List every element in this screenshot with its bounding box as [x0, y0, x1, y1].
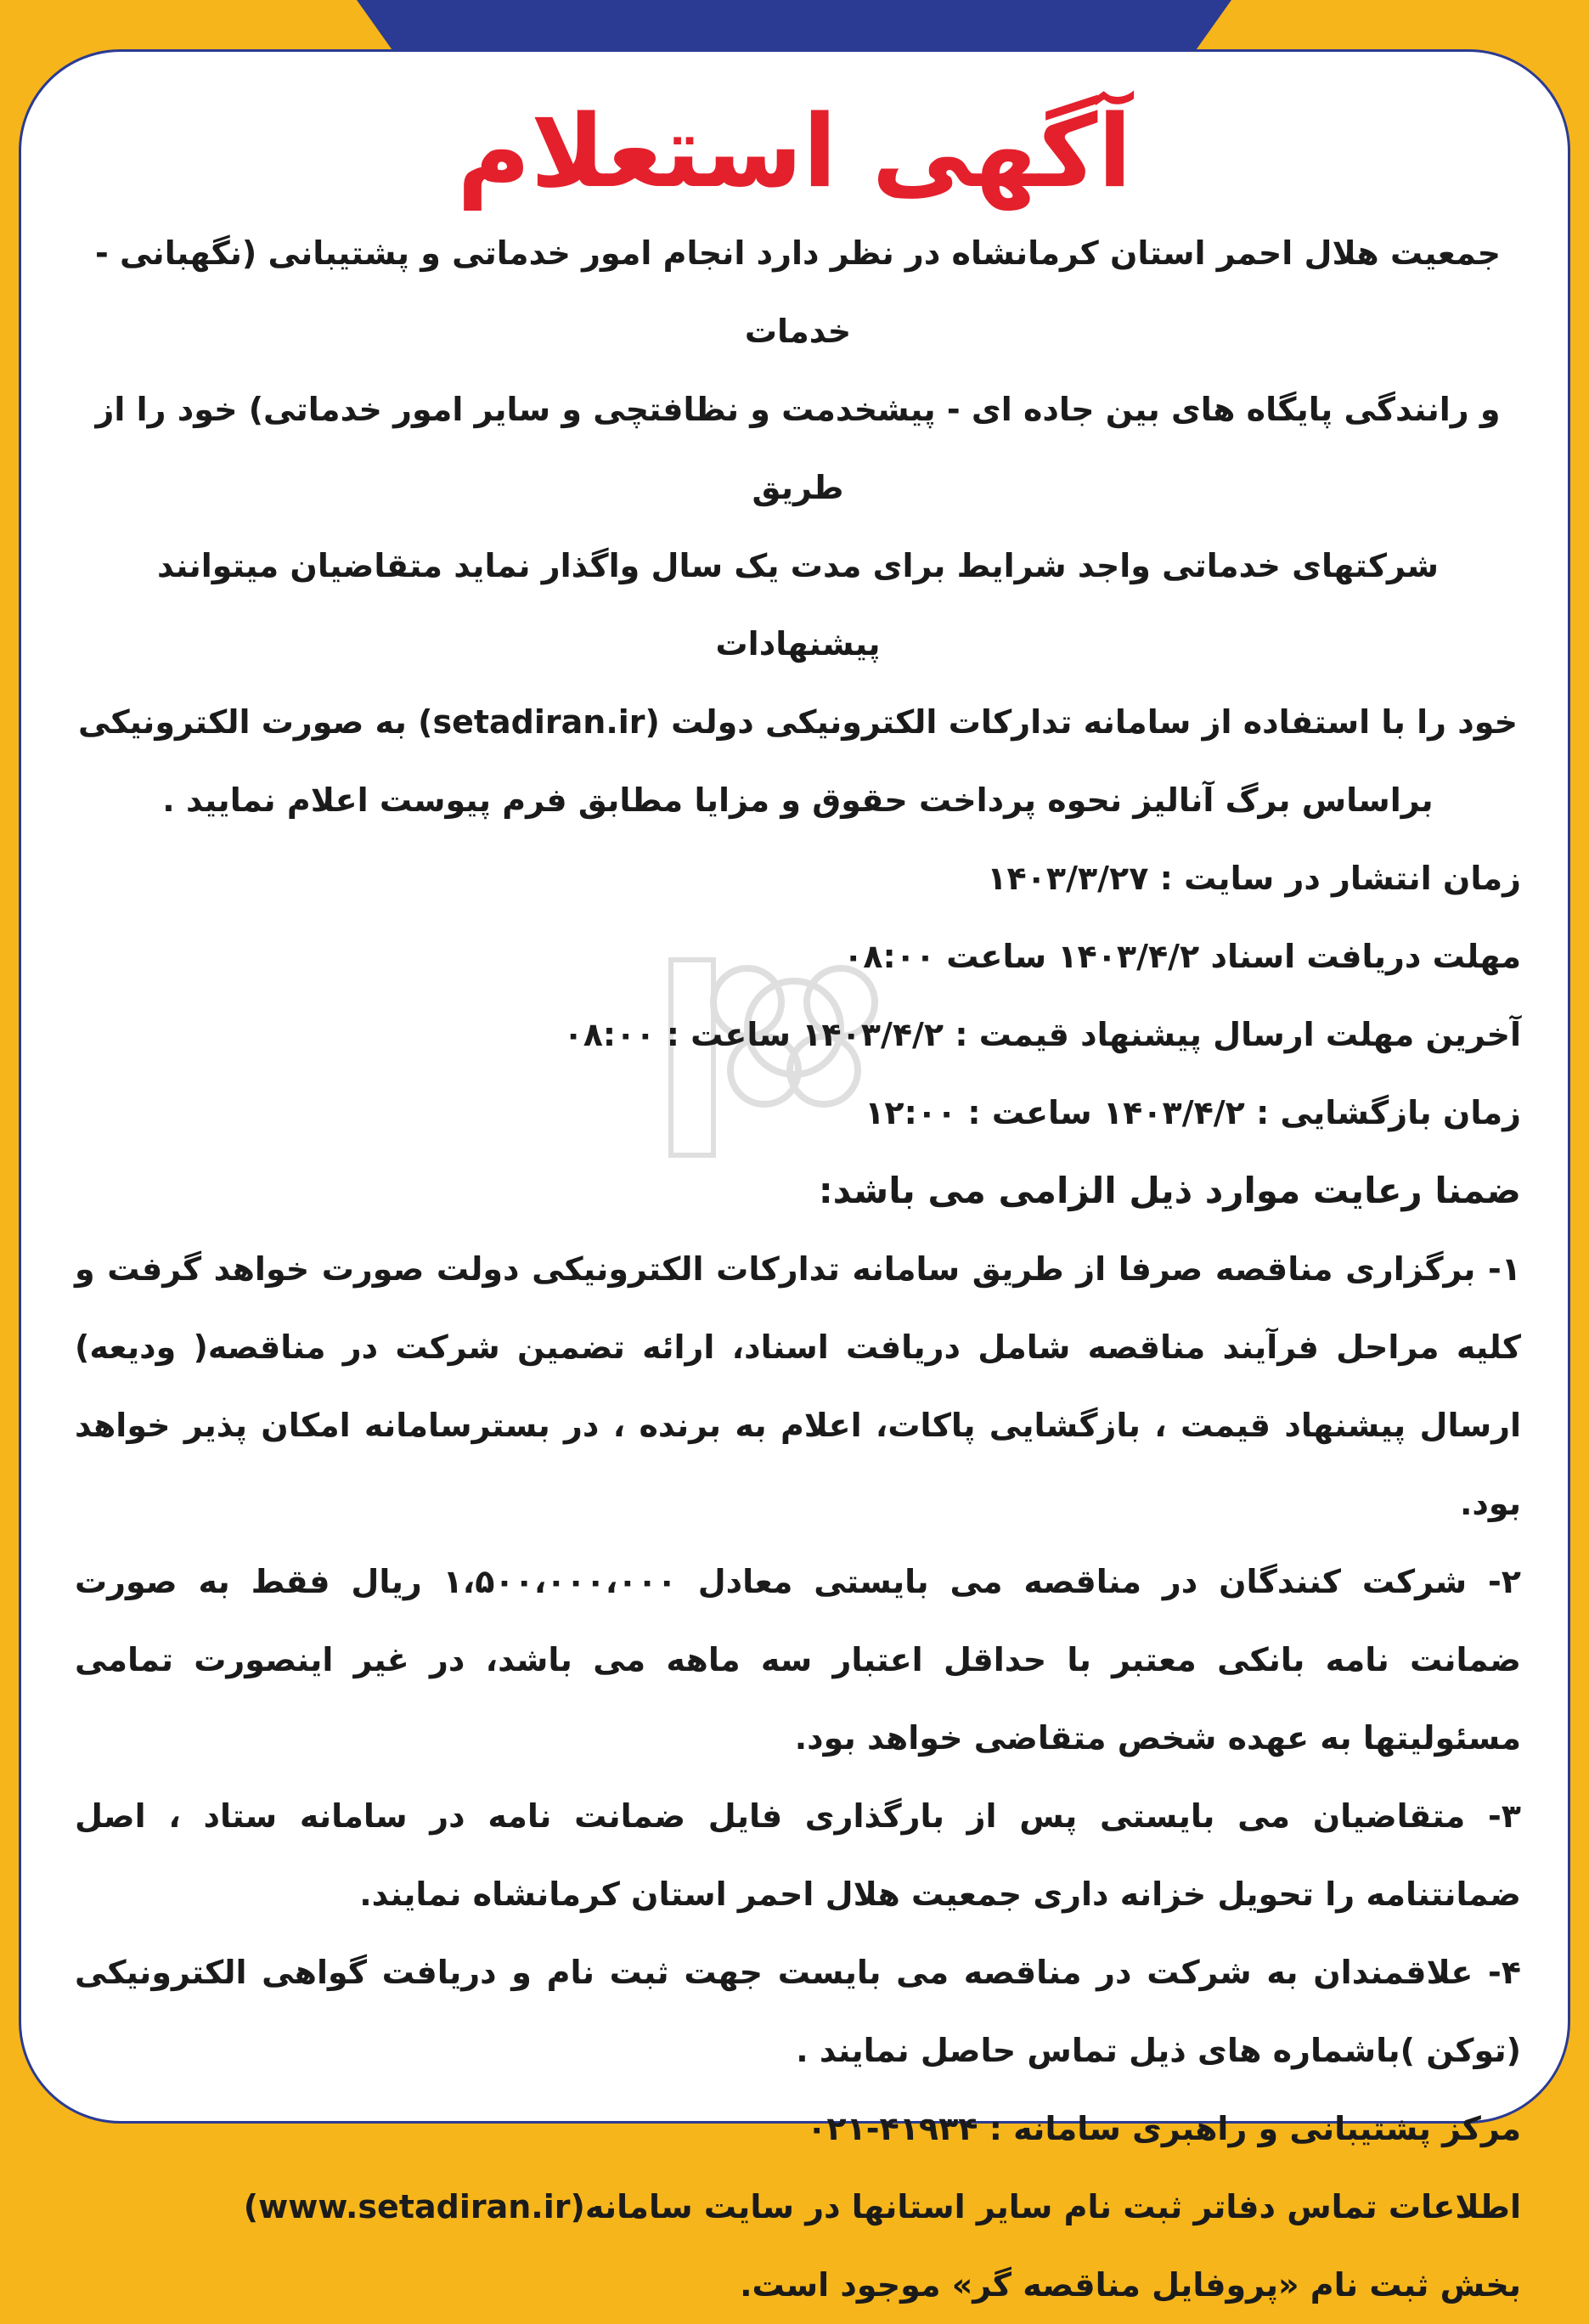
- notice-title: آگهی استعلام: [457, 93, 1132, 210]
- publish-date: زمان انتشار در سایت : ۱۴۰۳/۳/۲۷: [987, 860, 1521, 897]
- intro-line: جمعیت هلال احمر استان کرمانشاه در نظر دارد انجام امور خدماتی و پشتیبانی (نگهبانی - خدمات: [94, 234, 1501, 350]
- registration-line: بخش ثبت نام «پروفایل مناقصه گر» موجود است.: [740, 2266, 1521, 2304]
- bid-deadline: آخرین مهلت ارسال پیشنهاد قیمت : ۱۴۰۳/۴/۲ ساعت : ۰۸:۰۰: [563, 1016, 1521, 1053]
- condition-item: ۲- شرکت کنندگان در مناقصه می بایستی معادل ۱،۵۰۰،۰۰۰،۰۰۰ ریال فقط به صورت ضمانت نامه بانکی معتبر با حداقل اعتبار سه ماهه می باشد، در غیر اینصورت تمامی مسئولیتها به عهده شخص متقاضی خواهد بود.: [75, 1563, 1521, 1757]
- registration-line: اطلاعات تماس دفاتر ثبت نام سایر استانها در سایت سامانه(www.setadiran.ir): [243, 2188, 1521, 2225]
- support-line: مرکز پشتیبانی و راهبری سامانه : ۴۱۹۳۴-۰۲۱: [807, 2110, 1521, 2147]
- schedule-list: [75, 839, 1521, 1152]
- top-band: [357, 0, 1231, 49]
- condition-item: ۳- متقاضیان می بایستی پس از بارگذاری فایل ضمانت نامه در سامانه ستاد ، اصل ضمانتنامه را تحویل خزانه داری جمعیت هلال احمر استان کرمانشاه نمایند.: [75, 1797, 1521, 1913]
- contact-section: [75, 2090, 1521, 2324]
- notice-body: [75, 214, 1521, 2324]
- intro-line: براساس برگ آنالیز نحوه پرداخت حقوق و مزایا مطابق فرم پیوست اعلام نمایید .: [162, 781, 1434, 819]
- intro-line: و رانندگی پایگاه های بین جاده ای - پیشخدمت و نظافتچی و سایر امور خدماتی) خود را از طریق: [95, 391, 1501, 506]
- conditions-list: [75, 1230, 1521, 2090]
- conditions-heading: ضمنا رعایت موارد ذیل الزامی می باشد:: [818, 1170, 1521, 1211]
- intro-paragraph: [75, 214, 1521, 839]
- opening-time: زمان بازگشایی : ۱۴۰۳/۴/۲ ساعت : ۱۲:۰۰: [865, 1094, 1521, 1131]
- intro-line: شرکتهای خدماتی واجد شرایط برای مدت یک سال واگذار نماید متقاضیان میتوانند پیشنهادات: [157, 547, 1439, 663]
- condition-item: ۱- برگزاری مناقصه صرفا از طریق سامانه تدارکات الکترونیکی دولت صورت خواهد گرفت و کلیه مراحل فرآیند مناقصه شامل دریافت اسناد، ارائه تضمین شرکت در مناقصه( ودیعه) ارسال پیشنهاد قیمت ، بازگشایی پاکات، اعلام به برنده ، در بسترسامانه امکان پذیر خواهد بود.: [75, 1250, 1521, 1522]
- condition-item: ۴- علاقمندان به شرکت در مناقصه می بایست جهت ثبت نام و دریافت گواهی الکترونیکی (توکن )باشماره های ذیل تماس حاصل نمایند .: [75, 1954, 1521, 2069]
- document-deadline: مهلت دریافت اسناد ۱۴۰۳/۴/۲ ساعت ۰۸:۰۰: [843, 938, 1521, 975]
- intro-line: خود را با استفاده از سامانه تدارکات الکترونیکی دولت (setadiran.ir) به صورت الکترونیکی: [78, 703, 1518, 741]
